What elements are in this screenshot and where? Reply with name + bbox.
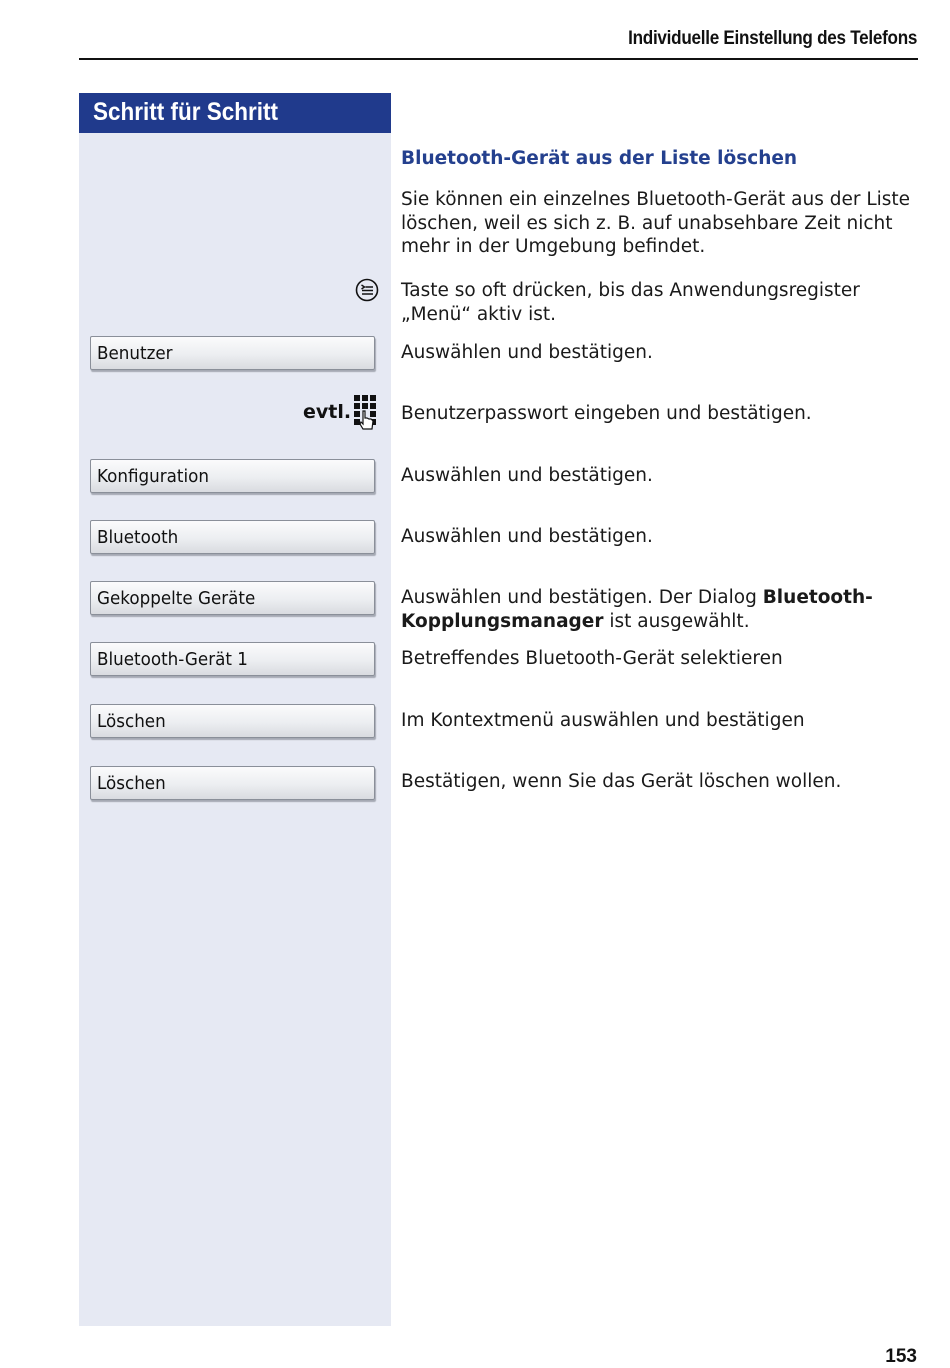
keypad-icon	[352, 394, 380, 432]
header-divider	[79, 58, 918, 60]
bluetooth-button[interactable]	[90, 520, 375, 554]
optional-label: evtl.	[303, 401, 352, 423]
bluetooth-button-label: Bluetooth	[97, 527, 179, 548]
loeschen-confirm-button[interactable]	[90, 766, 375, 800]
bluetooth-geraet-button-label: Bluetooth-Gerät 1	[97, 649, 248, 670]
step-konfiguration-text: Auswählen und bestätigen.	[401, 465, 653, 486]
step-loeschen-context-text: Im Kontextmenü auswählen und bestätigen	[401, 710, 805, 731]
konfiguration-button-label: Konfiguration	[97, 466, 209, 487]
benutzer-button[interactable]	[90, 336, 375, 370]
benutzer-button-label: Benutzer	[97, 343, 173, 364]
sidebar-heading	[79, 93, 391, 133]
loeschen-context-button-label: Löschen	[97, 711, 166, 732]
loeschen-context-button[interactable]	[90, 704, 375, 738]
step-password-text: Benutzerpasswort eingeben und bestätigen.	[401, 403, 812, 424]
step-benutzer-text: Auswählen und bestätigen.	[401, 342, 653, 363]
step-menu-key-text: Taste so oft drücken, bis das Anwendungsregister „Menü“ aktiv ist.	[401, 280, 860, 325]
step-gekoppelte-text-after: ist ausgewählt.	[603, 610, 750, 632]
step-gekoppelte-text-before: Auswählen und bestätigen. Der Dialog	[401, 587, 763, 608]
step-bluetooth-text: Auswählen und bestätigen.	[401, 526, 653, 547]
menu-key-icon	[355, 278, 379, 302]
dialog-name: Bluetooth-Kopplungsmanager	[401, 587, 873, 632]
gekoppelte-geraete-button-label: Gekoppelte Geräte	[97, 588, 256, 609]
running-header: Individuelle Einstellung des Telefons	[628, 28, 917, 49]
konfiguration-button[interactable]	[90, 459, 375, 493]
page-number: 153	[885, 1346, 917, 1367]
loeschen-confirm-button-label: Löschen	[97, 773, 166, 794]
step-geraet-text: Betreffendes Bluetooth-Gerät selektieren	[401, 648, 783, 669]
sidebar-heading-label: Schritt für Schritt	[93, 98, 279, 126]
bluetooth-geraet-button[interactable]	[90, 642, 375, 676]
intro-text: Sie können ein einzelnes Bluetooth-Gerät aus der Liste löschen, weil es sich z. B. auf unabsehbare Zeit nicht mehr in der Umgebung befindet.	[401, 189, 911, 257]
section-title: Bluetooth-Gerät aus der Liste löschen	[401, 148, 798, 169]
step-gekoppelte-text	[401, 586, 891, 633]
gekoppelte-geraete-button[interactable]	[90, 581, 375, 615]
step-loeschen-confirm-text: Bestätigen, wenn Sie das Gerät löschen wollen.	[401, 771, 842, 792]
